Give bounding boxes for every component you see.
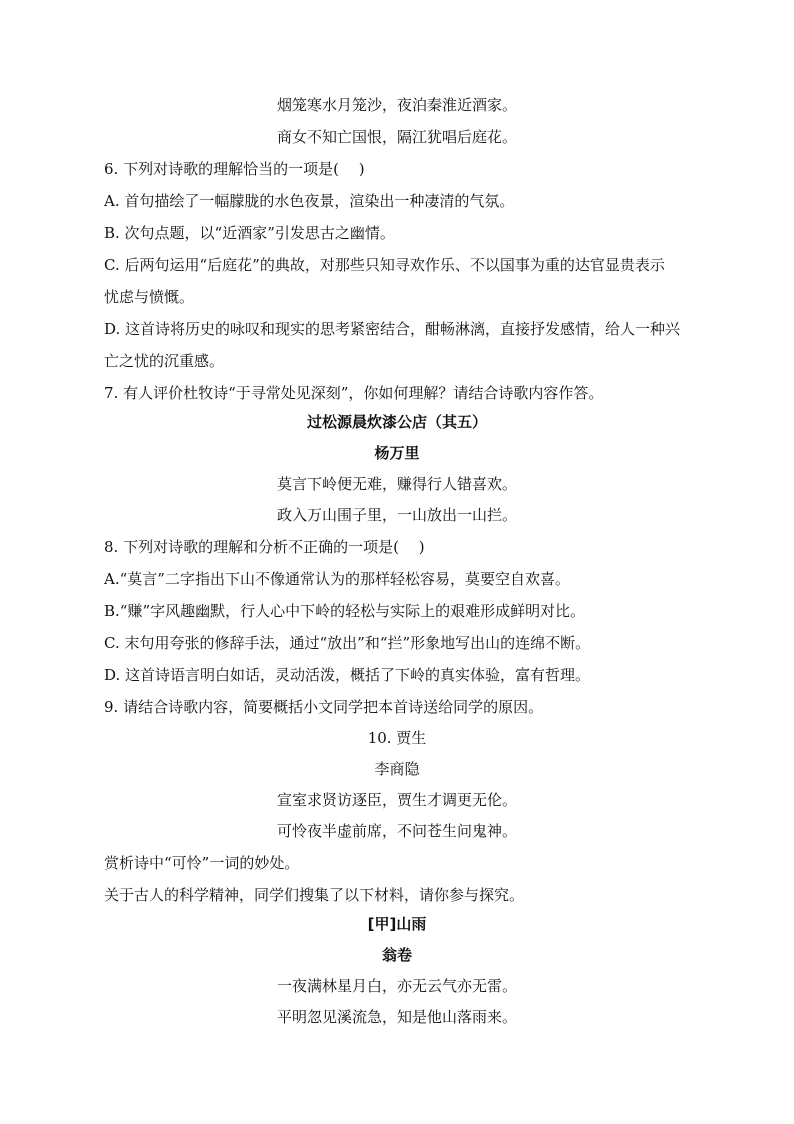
poem2-line1: 莫言下岭便无难，赚得行人错喜欢。	[276, 475, 517, 493]
question-6-option-b: B. 次句点题，以“近酒家”引发思古之幽情。	[104, 224, 395, 242]
poem1-line1: 烟笼寒水月笼沙，夜泊秦淮近酒家。	[276, 96, 517, 114]
question-8-option-b: B.“赚”字风趣幽默，行人心中下岭的轻松与实际上的艰难形成鲜明对比。	[104, 602, 586, 620]
poem3-line1: 宣室求贤访逐臣，贾生才调更无伦。	[276, 791, 517, 809]
question-6-stem: 6. 下列对诗歌的理解恰当的一项是( )	[104, 160, 365, 178]
poem3-author: 李商隐	[374, 760, 420, 778]
section-intro: 关于古人的科学精神，同学们搜集了以下材料，请你参与探究。	[104, 886, 525, 904]
question-7: 7. 有人评价杜牧诗“于寻常处见深刻”，你如何理解？请结合诗歌内容作答。	[104, 384, 604, 402]
poem1-line2: 商女不知亡国恨，隔江犹唱后庭花。	[276, 128, 517, 146]
question-8-option-a: A.“莫言”二字指出下山不像通常认为的那样轻松容易，莫要空自欢喜。	[104, 570, 570, 588]
poem2-author: 杨万里	[374, 444, 420, 462]
question-8-option-c: C. 末句用夸张的修辞手法，通过“放出”和“拦”形象地写出山的连绵不断。	[104, 634, 591, 652]
question-8-stem: 8. 下列对诗歌的理解和分析不正确的一项是( )	[104, 538, 425, 556]
poem3-title: 10. 贾生	[367, 729, 427, 747]
question-6-option-c-cont: 忧虑与愤慨。	[104, 288, 195, 306]
poem4-author: 翁卷	[381, 946, 412, 964]
poem2-line2: 政入万山围子里，一山放出一山拦。	[276, 506, 517, 524]
poem3-line2: 可怜夜半虚前席，不问苍生问鬼神。	[276, 822, 517, 840]
question-6-option-c: C. 后两句运用“后庭花”的典故，对那些只知寻欢作乐、不以国事为重的达官显贵表示	[104, 256, 665, 274]
poem4-line2: 平明忽见溪流急，知是他山落雨来。	[276, 1008, 517, 1026]
question-6-option-d-cont: 亡之忧的沉重感。	[104, 352, 225, 370]
question-8-option-d: D. 这首诗语言明白如话，灵动活泼，概括了下岭的真实体验，富有哲理。	[104, 666, 591, 684]
poem2-title: 过松源晨炊漆公店（其五）	[306, 413, 487, 431]
poem4-line1: 一夜满林星月白，亦无云气亦无雷。	[276, 977, 517, 995]
poem4-title: [甲]山雨	[367, 915, 427, 933]
question-6-option-d: D. 这首诗将历史的咏叹和现实的思考紧密结合，酣畅淋漓，直接抒发感情，给人一种兴	[104, 320, 681, 338]
question-10: 赏析诗中“可怜”一词的妙处。	[104, 854, 300, 872]
question-6-option-a: A. 首句描绘了一幅朦胧的水色夜景，渲染出一种凄清的气氛。	[104, 192, 515, 210]
question-9: 9. 请结合诗歌内容，简要概括小文同学把本首诗送给同学的原因。	[104, 698, 544, 716]
